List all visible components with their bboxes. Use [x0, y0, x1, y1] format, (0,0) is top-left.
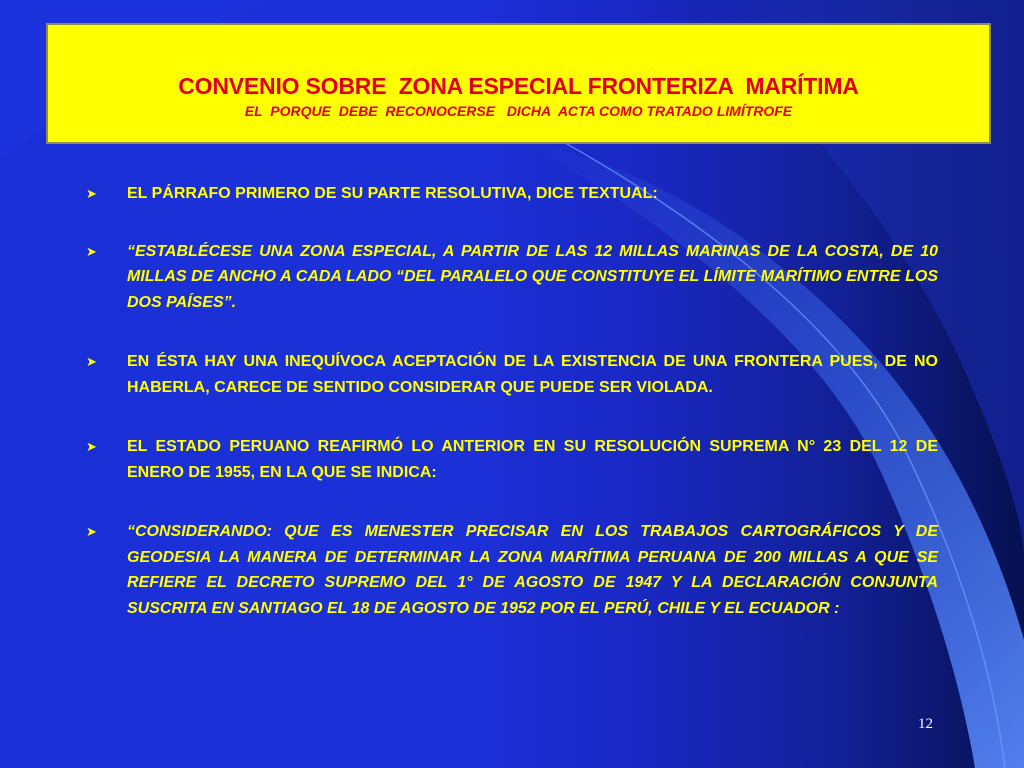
slide-title: CONVENIO SOBRE ZONA ESPECIAL FRONTERIZA MARÍTIMA — [178, 73, 859, 99]
arrow-bullet-icon: ➤ — [86, 524, 97, 539]
arrow-bullet-icon: ➤ — [86, 186, 97, 201]
arrow-bullet-icon: ➤ — [86, 354, 97, 369]
bullet-item-5 — [86, 519, 938, 621]
arrow-bullet-icon: ➤ — [86, 439, 97, 454]
bullet-text: “ESTABLÉCESE UNA ZONA ESPECIAL, A PARTIR DE LAS 12 MILLAS MARINAS DE LA COSTA, DE 10 MILLAS DE ANCHO A CADA LADO “DEL PARALELO QUE CONSTITUYE EL LÍMITE MARÍTIMO ENTRE LOS DOS PAÍSES”. — [127, 242, 938, 311]
page-number: 12 — [918, 716, 933, 732]
bullet-text: EN ÉSTA HAY UNA INEQUÍVOCA ACEPTACIÓN DE LA EXISTENCIA DE UNA FRONTERA PUES, DE NO HABERLA, CARECE DE SENTIDO CONSIDERAR QUE PUEDE SER VIOLADA. — [127, 353, 938, 396]
bullet-text: EL ESTADO PERUANO REAFIRMÓ LO ANTERIOR EN SU RESOLUCIÓN SUPREMA N° 23 DEL 12 DE ENERO DE 1955, EN LA QUE SE INDICA: — [127, 438, 938, 481]
bullet-item-1 — [86, 181, 938, 207]
bullet-item-4 — [86, 434, 938, 485]
bullet-list — [86, 181, 938, 621]
slide-subtitle: EL PORQUE DEBE RECONOCERSE DICHA ACTA COMO TRATADO LIMÍTROFE — [244, 103, 793, 119]
bullet-text: EL PÁRRAFO PRIMERO DE SU PARTE RESOLUTIVA, DICE TEXTUAL: — [127, 185, 658, 202]
bullet-item-2 — [86, 239, 938, 316]
arrow-bullet-icon: ➤ — [86, 243, 97, 259]
bullet-item-3 — [86, 349, 938, 400]
title-box — [46, 23, 991, 144]
bullet-text: “CONSIDERANDO: QUE ES MENESTER PRECISAR EN LOS TRABAJOS CARTOGRÁFICOS Y DE GEODESIA LA MANERA DE DETERMINAR LA ZONA MARÍTIMA PERUANA DE 200 MILLAS A QUE SE REFIERE EL DECRETO SUPREMO DEL 1° DE AGOSTO DE 1947 Y LA DECLARACIÓN CONJUNTA SUSCRITA EN SANTIAGO EL 18 DE AGOSTO DE 1952 POR EL PERÚ, CHILE Y EL ECUADOR : — [127, 523, 938, 617]
